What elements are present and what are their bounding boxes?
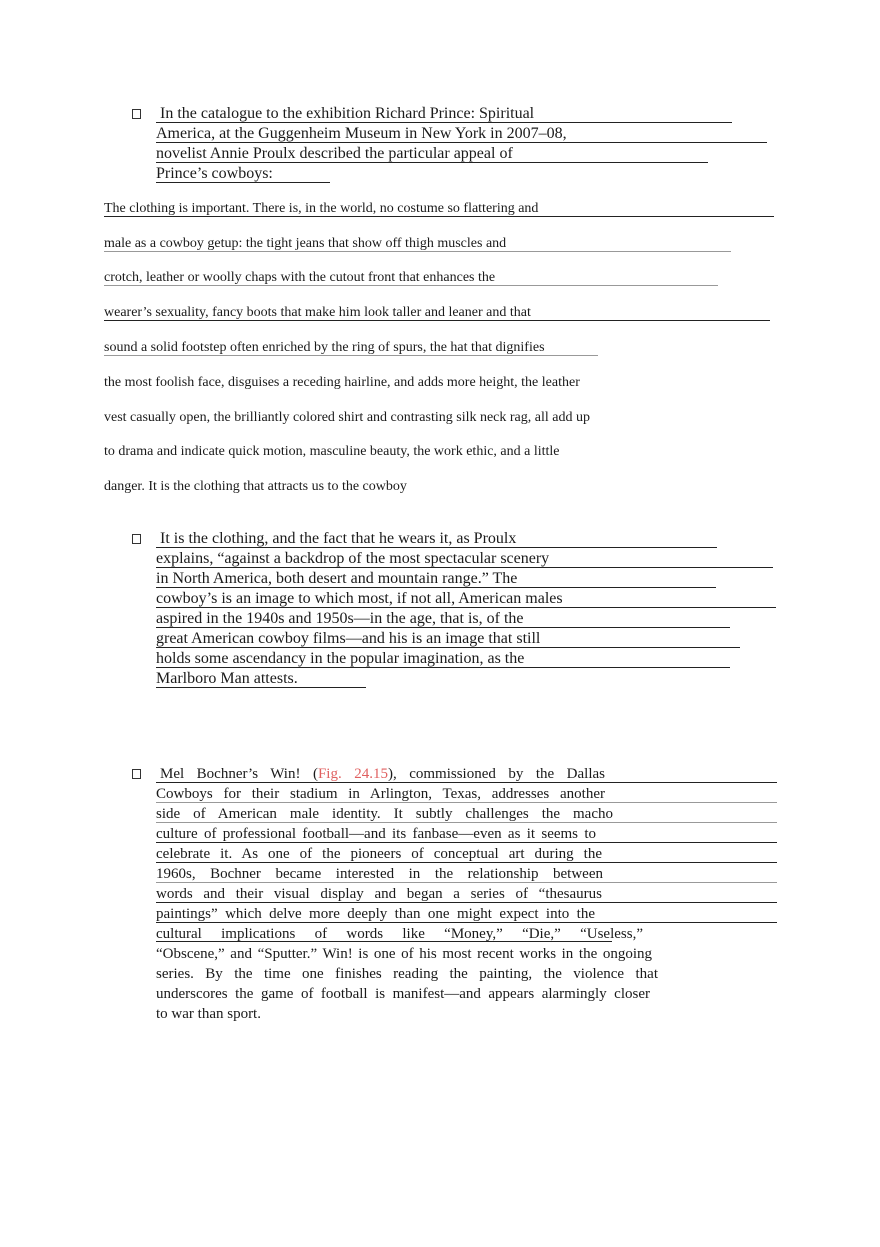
underline-rule [156,567,773,568]
para3-line: words and their visual display and began a series of “thesaurus [156,886,602,902]
para3-line: series. By the time one finishes reading the painting, the violence that [156,966,658,982]
para3-first-line [160,767,605,782]
underline-rule [156,882,777,883]
underline-rule [156,822,777,823]
quote-line: The clothing is important. There is, in the world, no costume so flattering and [104,201,539,216]
quote-line: male as a cowboy getup: the tight jeans that show off thigh muscles and [104,236,507,251]
underline-rule [156,182,330,183]
para2-line: great American cowboy films—and his is an image that still [156,630,541,647]
para2-line: in North America, both desert and mountain range.” The [156,570,518,587]
para3-line: Cowboys for their stadium in Arlington, Texas, addresses another [156,786,605,802]
underline-rule [156,122,732,123]
quote-line: sound a solid footstep often enriched by the ring of spurs, the hat that dignifies [104,340,545,355]
bullet-box [132,534,141,544]
quote-line: wearer’s sexuality, fancy boots that make him look taller and leaner and that [104,305,531,320]
para3-line: to war than sport. [156,1006,261,1022]
underline-rule [156,647,740,648]
para1-line: America, at the Guggenheim Museum in New York in 2007–08, [156,125,567,142]
underline-rule [156,547,717,548]
underline-rule [156,587,716,588]
quote-line: crotch, leather or woolly chaps with the cutout front that enhances the [104,270,496,285]
para3-text-start: Mel Bochner’s Win! ( [160,766,318,782]
underline-rule [156,902,777,903]
underline-rule [156,627,730,628]
para2-line: It is the clothing, and the fact that he wears it, as Proulx [160,530,517,547]
underline-rule [104,320,770,321]
quote-line: the most foolish face, disguises a receding hairline, and adds more height, the leather [104,375,580,390]
para3-line: side of American male identity. It subtly challenges the macho [156,806,613,822]
underline-rule [156,922,777,923]
quote-line: vest casually open, the brilliantly colored shirt and contrasting silk neck rag, all add up [104,410,590,425]
para3-line: underscores the game of football is manifest—and appears alarmingly closer [156,986,650,1002]
underline-rule [104,285,718,286]
underline-rule [156,862,777,863]
para3-line: paintings” which delve more deeply than one might expect into the [156,906,595,922]
underline-rule [156,162,708,163]
bullet-box [132,769,141,779]
underline-rule [104,355,598,356]
para3-line: culture of professional football—and its fanbase—even as it seems to [156,826,596,842]
underline-rule [156,782,777,783]
underline-rule [104,251,731,252]
para3-line: cultural implications of words like “Money,” “Die,” “Useless,” [156,926,643,942]
underline-rule [156,842,777,843]
para3-line: “Obscene,” and “Sputter.” Win! is one of his most recent works in the ongoing [156,946,652,962]
para2-line: holds some ascendancy in the popular imagination, as the [156,650,525,667]
para3-line: 1960s, Bochner became interested in the relationship between [156,866,603,882]
underline-rule [156,802,777,803]
para3-text-end: ), commissioned by the Dallas [387,766,606,782]
para2-line: cowboy’s is an image to which most, if not all, American males [156,590,563,607]
para2-line: explains, “against a backdrop of the most spectacular scenery [156,550,550,567]
para1-line: Prince’s cowboys: [156,165,273,182]
underline-rule [104,216,774,217]
quote-line: danger. It is the clothing that attracts us to the cowboy [104,479,407,494]
para1-line: novelist Annie Proulx described the particular appeal of [156,145,513,162]
underline-rule [156,687,366,688]
quote-line: to drama and indicate quick motion, masculine beauty, the work ethic, and a little [104,444,560,459]
bullet-box [132,109,141,119]
para2-line: Marlboro Man attests. [156,670,298,687]
figure-reference-link[interactable]: Fig. 24.15 [317,766,388,782]
para1-line: In the catalogue to the exhibition Richard Prince: Spiritual [160,105,535,122]
underline-rule [156,667,730,668]
para3-line: celebrate it. As one of the pioneers of conceptual art during the [156,846,602,862]
underline-rule [156,607,776,608]
para2-line: aspired in the 1940s and 1950s—in the age, that is, of the [156,610,524,627]
underline-rule [156,142,767,143]
underline-rule [156,941,612,942]
